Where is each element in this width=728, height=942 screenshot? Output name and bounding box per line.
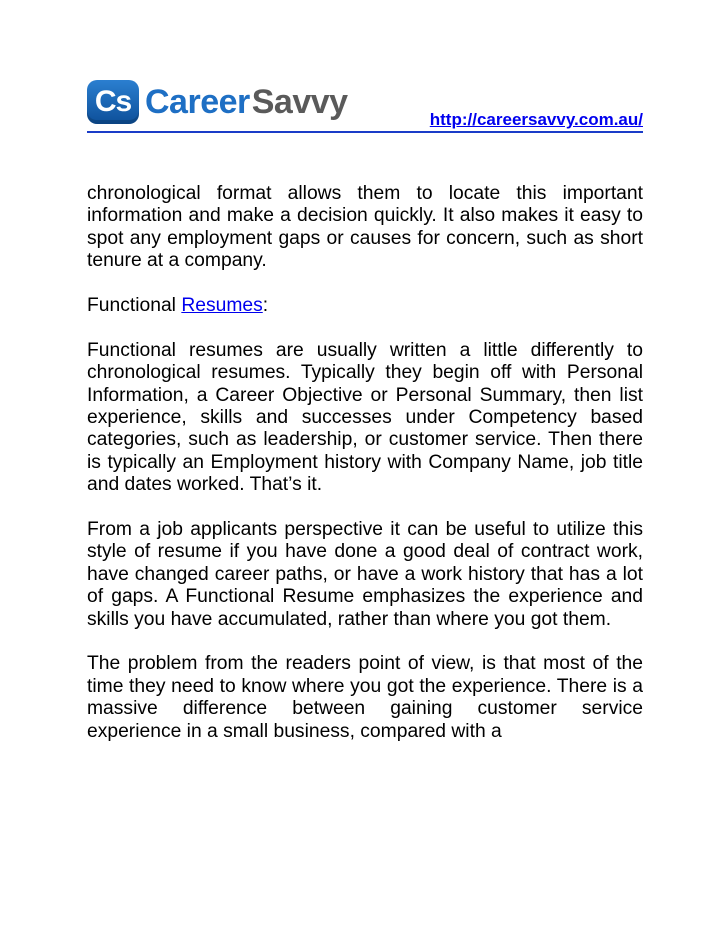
header-divider [87, 131, 643, 133]
logo-word-savvy: Savvy [251, 82, 348, 121]
site-url-link[interactable]: http://careersavvy.com.au/ [429, 110, 643, 129]
logo-wordmark [145, 83, 348, 122]
document-body [87, 183, 643, 743]
logo-mark-icon: Cs [87, 80, 139, 124]
resumes-link[interactable]: Resumes [181, 295, 263, 317]
paragraph-reader-perspective: The problem from the readers point of view, is that most of the time they need to know where you got the experience. There is a massive difference between gaining customer service experience in a small business, compared with a [87, 653, 643, 742]
paragraph-applicant-perspective: From a job applicants perspective it can be useful to utilize this style of resume if you have done a good deal of contract work, have changed career paths, or have a work history that has a lot of gaps. A Functional Resume emphasizes the experience and skills you have accumulated, rather than where you got them. [87, 519, 643, 630]
paragraph-functional-description: Functional resumes are usually written a little differently to chronological resumes. Typically they begin off with Personal Information, a Career Objective or Personal Summary, then list experience, skills and successes under Competency based categories, such as leadership, or customer service. Then there is typically an Employment history with Company Name, job title and dates worked. That’s it. [87, 339, 643, 496]
page-header [87, 80, 643, 135]
heading-prefix: Functional [87, 295, 182, 317]
paragraph-chronological-continued: chronological format allows them to locate this important information and make a decision quickly. It also makes it easy to spot any employment gaps or causes for concern, such as short tenure at a company. [87, 183, 643, 272]
logo-word-career: Career [145, 82, 250, 121]
careersavvy-logo[interactable] [87, 80, 348, 124]
heading-suffix: : [262, 295, 269, 317]
section-heading-functional-resumes [87, 295, 643, 317]
